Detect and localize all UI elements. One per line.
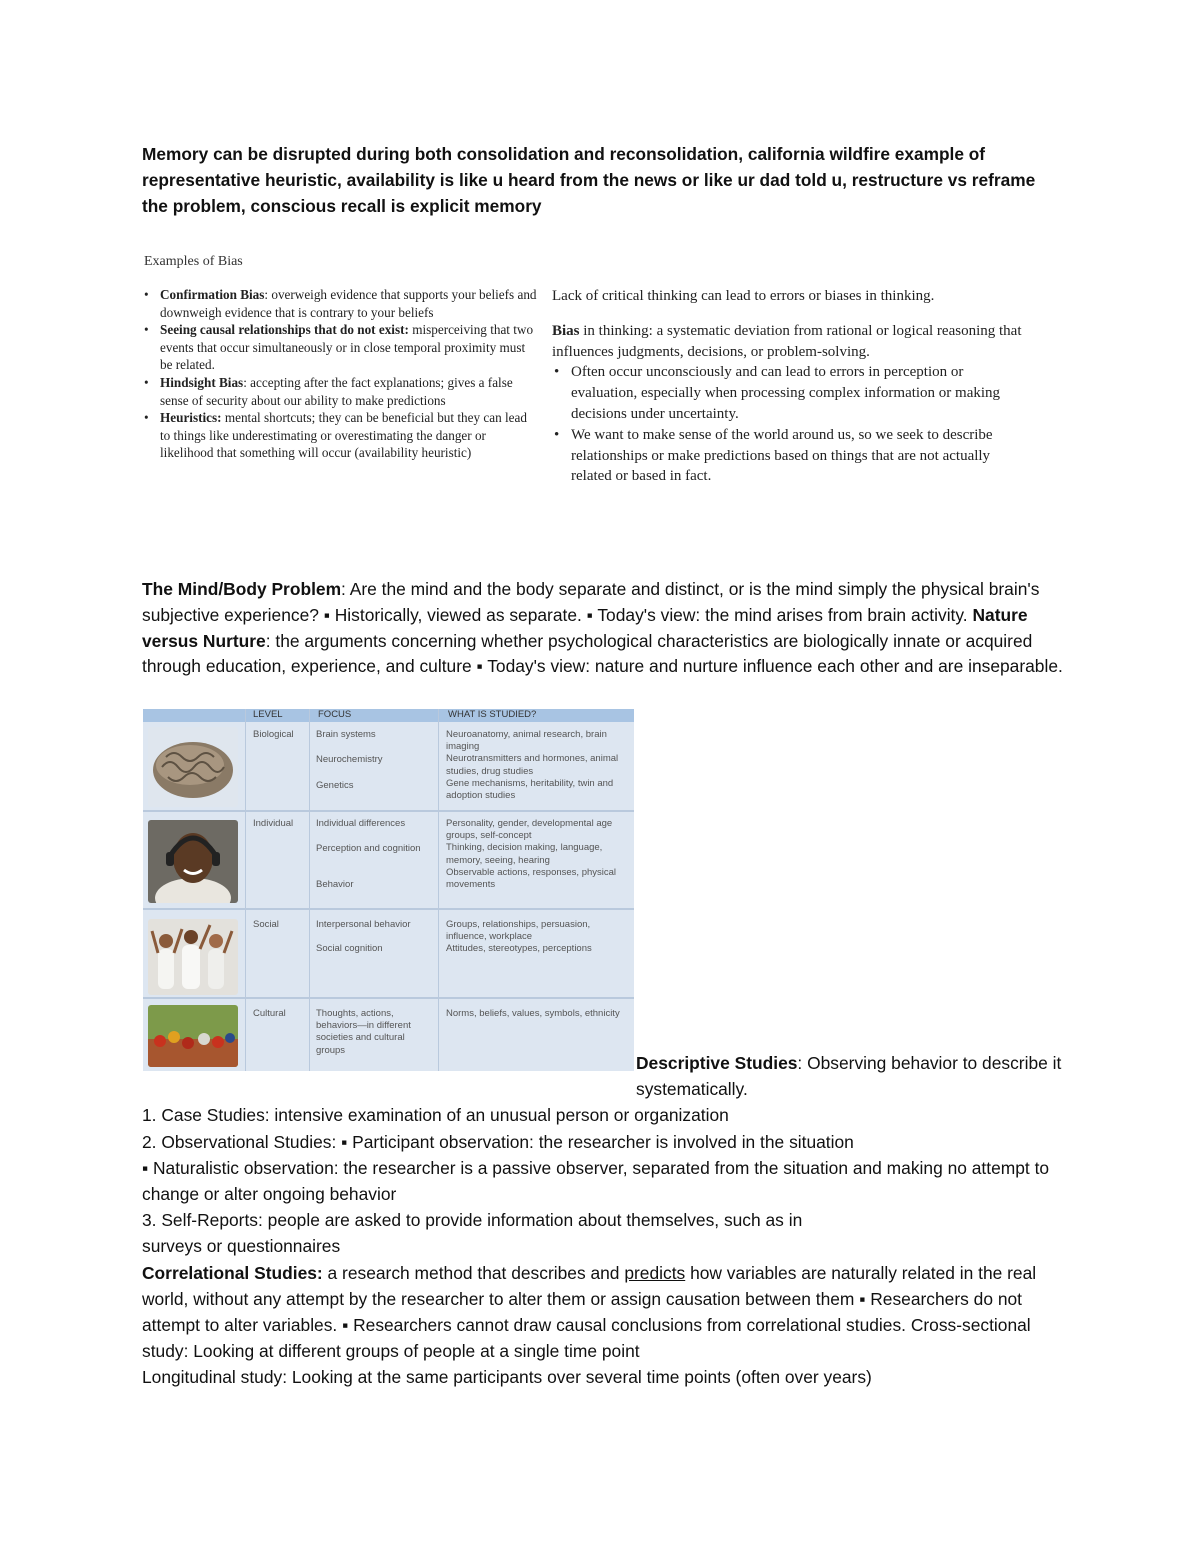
research-methods-section xyxy=(142,1050,1072,1391)
bias-example-item: • Hindsight Bias: accepting after the fact explanations; gives a false sense of security about our ability to make predictions xyxy=(142,374,537,409)
intro-paragraph: Memory can be disrupted during both consolidation and reconsolidation, california wildfire example of representative heuristic, availability is like u heard from the news or like ur dad told u, restructure vs reframe the problem, conscious recall is explicit memory xyxy=(142,144,1036,216)
case-studies-item: 1. Case Studies: intensive examination of an unusual person or organization xyxy=(142,1105,729,1126)
level-cultural: Cultural xyxy=(253,1008,286,1019)
mind-body-term: The Mind/Body Problem xyxy=(142,579,342,599)
bias-definition-panel xyxy=(552,286,1022,487)
self-reports-item: 3. Self-Reports: people are asked to provide information about themselves, such as in xyxy=(142,1210,803,1231)
bias-examples-figure xyxy=(142,250,1072,530)
longitudinal-study-item: Longitudinal study: Looking at the same participants over several time points (often over years) xyxy=(142,1367,872,1388)
naturalistic-observation-item: ▪ Naturalistic observation: the researcher is a passive observer, separated from the situation and making no attempt to change or alter ongoing behavior xyxy=(142,1157,1050,1205)
critical-thinking-note: Lack of critical thinking can lead to errors or biases in thinking. xyxy=(552,288,935,304)
table-header xyxy=(143,709,634,722)
self-reports-item-continued: surveys or questionnaires xyxy=(142,1236,341,1257)
brain-photo xyxy=(148,727,238,807)
bias-examples-list xyxy=(142,286,537,462)
bias-definition-bullets xyxy=(552,362,1022,487)
person-headphones-photo xyxy=(148,820,238,903)
bias-definition: Bias in thinking: a systematic deviation from rational or logical reasoning that influences judgments, decisions, or problem-solving. xyxy=(552,322,1022,360)
header-focus: FOCUS xyxy=(318,709,352,720)
observational-studies-item: 2. Observational Studies: ▪ Participant observation: the researcher is involved in the situation xyxy=(142,1131,854,1152)
bias-figure-title: Examples of Bias xyxy=(144,254,243,269)
social-group-photo xyxy=(148,919,238,995)
correlational-studies-paragraph: Correlational Studies: a research method that describes and predicts how variables are naturally related in the real world, without any attempt by the researcher to alter them or assign causation between them ▪ Researchers do not attempt to alter variables. ▪ Researchers cannot draw causal conclusions from correlational studies. Cross-sectional study: Looking at different groups of people at a single time point xyxy=(142,1262,1037,1362)
mind-body-paragraph: The Mind/Body Problem: Are the mind and the body separate and distinct, or is the mind simply the physical brain's subjective experience? ▪ Historically, viewed as separate. ▪ Today's view: the mind arises from brain activity. Nature versus Nurture: the arguments concerning whether psychological characteristics are biologically innate or acquired through education, experience, and culture ▪ Today's view: nature and nurture influence each other and are inseparable. xyxy=(142,579,1063,677)
header-level: LEVEL xyxy=(253,709,283,720)
descriptive-studies-heading: Descriptive Studies: Observing behavior to describe it systematically. xyxy=(636,1053,1062,1100)
levels-of-analysis-table: LEVEL FOCUS WHAT IS STUDIED? Biological Brain systems Neurochemistry Genetics Neuroanatomy, animal research, brain imaging Neurotransmitters and hormones, animal studies, drug studies Gene mechanisms, heritability, twin and adoption studies Individual Individual differences Perception and cognition Behavior Personality, gender, developmental age groups, self-concept Thinking, decision making, language, memory, seeing, hearing Observable actions, responses, physical movements Social Interpersonal behavior Social cognition Groups, relationships, persuasion, influence, workplace Attitudes, stereotypes, perceptions Cultural Thoughts, actions, behaviors—in different societies and cultural groups Norms, beliefs, values, symbols, ethnicity xyxy=(143,709,634,1071)
bias-bullet: • Often occur unconsciously and can lead to errors in perception or evaluation, especially when processing complex information or making decisions under uncertainty. xyxy=(552,362,1022,424)
bias-bullet: • We want to make sense of the world around us, so we seek to describe relationships or make predictions based on things that are not actually related or based in fact. xyxy=(552,425,1022,487)
level-individual: Individual xyxy=(253,818,294,829)
header-studied: WHAT IS STUDIED? xyxy=(448,709,537,720)
bias-example-item: • Seeing causal relationships that do not exist: misperceiving that two events that occur simultaneously or in close temporal proximity must be related. xyxy=(142,321,537,374)
bias-example-item: • Confirmation Bias: overweigh evidence that supports your beliefs and downweigh evidence that is contrary to your beliefs xyxy=(142,286,537,321)
predicts-link: predicts xyxy=(624,1262,686,1283)
nature-nurture-term: Nature versus Nurture xyxy=(142,604,1028,651)
level-biological: Biological xyxy=(253,729,294,740)
bias-example-item: • Heuristics: mental shortcuts; they can be beneficial but they can lead to things like underestimating or overestimating the danger or likelihood that something will occur (availability heuristic) xyxy=(142,409,537,462)
level-social: Social xyxy=(253,919,279,930)
